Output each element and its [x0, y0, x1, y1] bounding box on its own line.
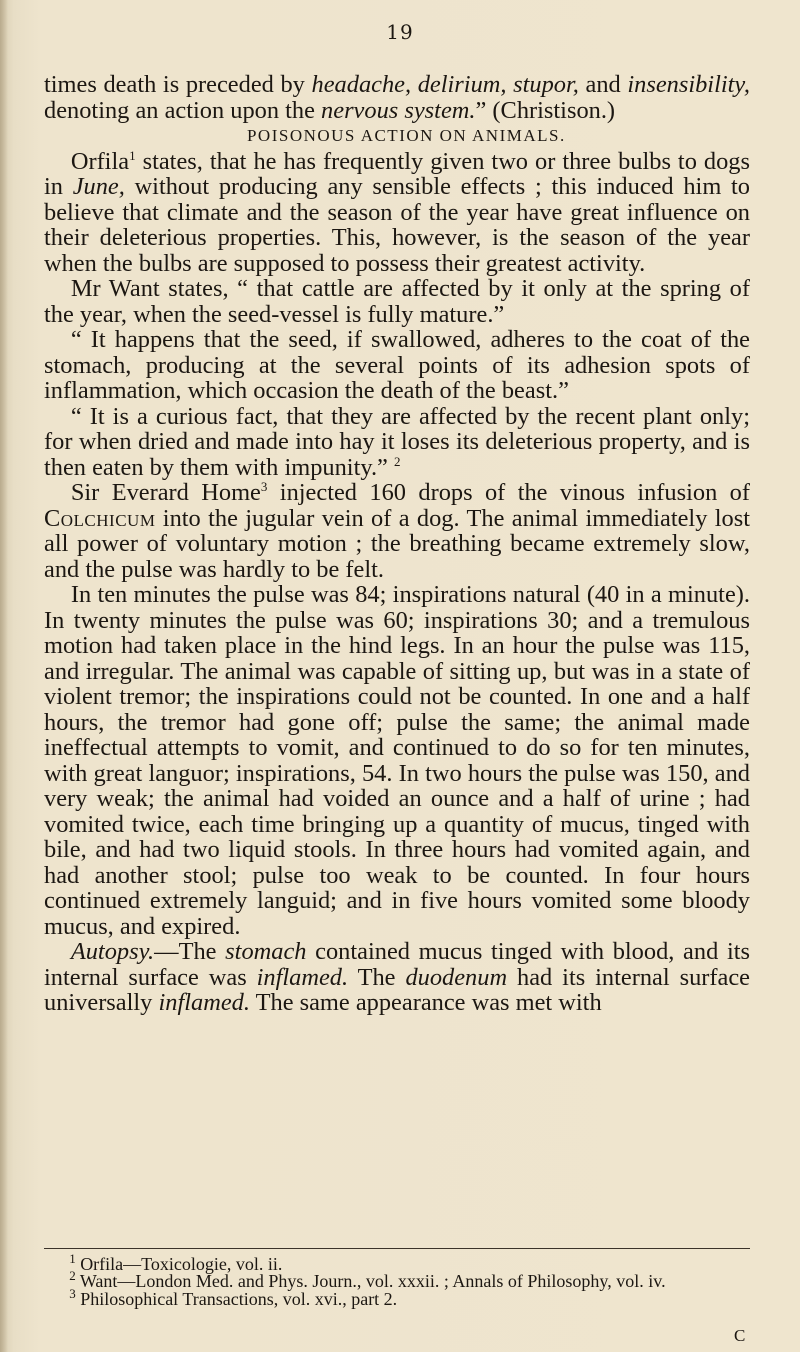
paragraph-text: “ It is a curious fact, that they are affected by the recent plant only; for when dried and made into hay it loses its deleterious property, and is then eaten by them with impunity.”: [44, 402, 750, 481]
paragraph-text: into the jugular vein of a dog. The animal immediately lost all power of voluntary motion ; the breathing became extremely slow, and the pulse was hardly to be felt.: [44, 504, 750, 583]
page-number: 19: [386, 20, 414, 44]
paragraph-orfila: [44, 149, 750, 277]
printer-signature: C: [734, 1326, 746, 1345]
intro-italic: nervous system.: [321, 96, 476, 124]
footnote-number: 1: [69, 1251, 76, 1266]
paragraph-italic: duodenum: [405, 963, 508, 991]
paragraph-italic: June,: [72, 173, 125, 200]
small-caps-term: Colchicum: [44, 504, 156, 532]
footnotes: [44, 1251, 750, 1309]
intro-text: denoting an action upon the: [44, 96, 322, 124]
paragraph-text: The same appearance was met with: [249, 989, 602, 1016]
paragraph-text: states, that he has frequently given two or three bulbs to dogs in: [44, 147, 750, 200]
intro-text: ” (Christison.): [475, 96, 616, 124]
footnote-ref: 2: [393, 453, 401, 469]
section-heading: POISONOUS ACTION ON ANIMALS.: [246, 126, 566, 145]
intro-paragraph: [44, 72, 750, 123]
intro-text: and: [578, 71, 628, 98]
paragraph-text: injected 160 drops of the vinous infusion of: [267, 479, 750, 506]
footnote-text: Orfila—Toxicologie, vol. ii.: [75, 1254, 283, 1274]
footnote-3: [44, 1285, 750, 1309]
intro-text: times death is preceded by: [44, 71, 312, 98]
paragraph-text: contained mucus tinged with blood, and its internal surface was: [44, 938, 750, 991]
paragraph-want-3: [44, 404, 750, 481]
paragraph-italic: stomach: [225, 938, 307, 965]
paragraph-text: had its internal surface universally: [44, 963, 750, 1016]
footnote-divider: [44, 1248, 750, 1249]
intro-italic: headache, delirium, stupor,: [311, 71, 579, 98]
paragraph-italic: inflamed.: [256, 963, 349, 991]
paragraph-autopsy: [44, 939, 750, 1016]
paragraph-text: The: [348, 963, 406, 991]
page-edge-shadow: [0, 0, 8, 1352]
paragraph-italic: inflamed.: [158, 989, 250, 1016]
footnote-ref: 3: [260, 478, 268, 494]
footnote-text: Want—London Med. and Phys. Journ., vol. xxxii. ; Annals of Philosophy, vol. iv.: [75, 1271, 666, 1292]
paragraph-text: Orfila: [70, 147, 130, 175]
paragraph-text: —The: [154, 938, 226, 965]
paragraph-italic: Autopsy.: [70, 938, 155, 965]
paragraph-observations: In ten minutes the pulse was 84; inspirations natural (40 in a minute). In twenty minutes the pulse was 60; inspirations 30; and a tremulous motion had taken place in the hind legs. In an hour the pulse was 115, and irregular. The animal was capable of sitting up, but was in a state of violent tremor; the inspirations could not be counted. In one and a half hours, the tremor had gone off; pulse the same; the animal made ineffectual attempts to vomit, and continued to do so for ten minutes, with great languor; inspirations, 54. In two hours the pulse was 150, and very weak; the animal had voided an ounce and a half of urine ; had vomited twice, each time bringing up a quantity of mucus, tinged with bile, and had two liquid stools. In three hours had vomited again, and had another stool; pulse too weak to be counted. In four hours continued extremely languid; and in five hours vomited some bloody mucus, and expired.: [44, 581, 750, 940]
footnote-number: 2: [69, 1268, 76, 1284]
intro-italic: insensibility,: [627, 71, 750, 98]
paragraph-text: without producing any sensible effects ; this induced him to believe that climate and the season of the year have great influence on their deleterious properties. This, however, is the season of the year when the bulbs are supposed to possess their greatest activity.: [44, 173, 750, 277]
footnote-number: 3: [69, 1285, 76, 1301]
main-text: [44, 72, 750, 1016]
footnote-ref: 1: [129, 147, 136, 163]
paragraph-home: [44, 480, 750, 582]
paragraph-want-2: “ It happens that the seed, if swallowed, adheres to the coat of the stomach, producing at the several points of its adhesion spots of inflammation, which occasion the death of the beast.”: [44, 326, 750, 404]
paragraph-text: Sir Everard Home: [70, 479, 261, 506]
footnote-text: Philosophical Transactions, vol. xvi., part 2.: [75, 1288, 398, 1309]
paragraph-want-1: Mr Want states, “ that cattle are affected by it only at the spring of the year, when the seed-vessel is fully mature.”: [44, 275, 750, 328]
